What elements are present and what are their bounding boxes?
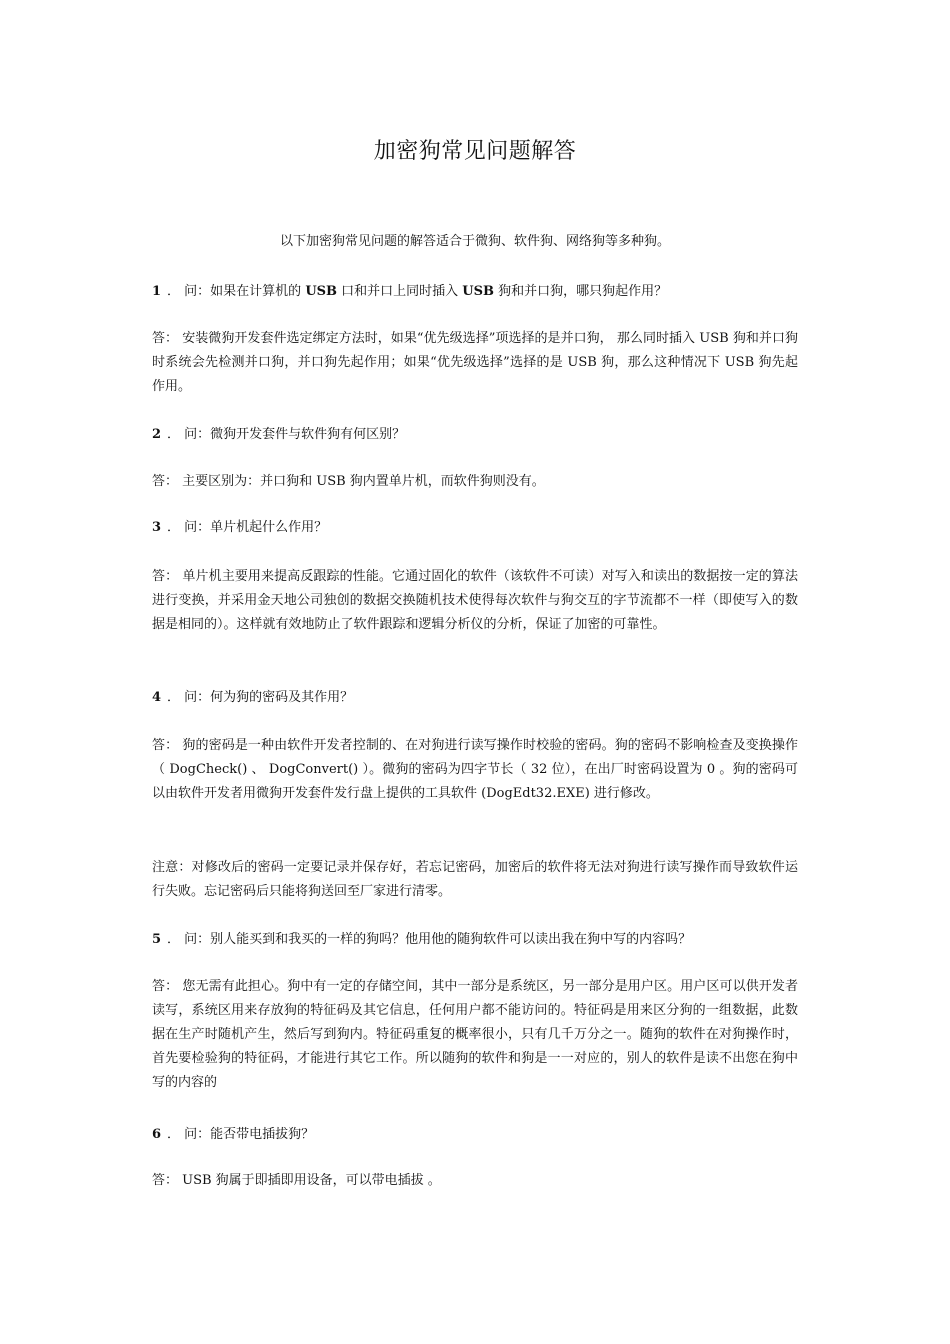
answer-4: 答： 狗的密码是一种由软件开发者控制的、在对狗进行读写操作时校验的密码。狗的密码不影响检查及变换操作（ DogCheck() 、 DogConvert() ）。微狗的密码为四字节长（ 32 位），在出厂时密码设置为 0 。狗的密码可以由软件开发者用微狗开发套件发行盘上提供的工具软件 (DogEdt32.EXE) 进行修改。 (152, 738, 798, 801)
question-1: 1 ． 问：如果在计算机的 USB 口和并口上同时插入 USB 狗和并口狗，哪只狗起作用？ (152, 284, 668, 299)
question-number: 5 (152, 932, 162, 947)
answer-5: 答： 您无需有此担心。狗中有一定的存储空间，其中一部分是系统区，另一部分是用户区。用户区可以供开发者读写，系统区用来存放狗的特征码及其它信息，任何用户都不能访问的。特征码是用来区分狗的一组数据，此数据在生产时随机产生，然后写到狗内。特征码重复的概率很小，只有几千万分之一。随狗的软件在对狗操作时，首先要检验狗的特征码，才能进行其它工作。所以随狗的软件和狗是一一对应的，别人的软件是读不出您在狗中写的内容的 (152, 979, 798, 1090)
question-3: 3 ． 问：单片机起什么作用？ (152, 520, 328, 535)
answer-2: 答： 主要区别为：并口狗和 USB 狗内置单片机，而软件狗则没有。 (152, 474, 545, 489)
question-5: 5 ． 问：别人能买到和我买的一样的狗吗？他用他的随狗软件可以读出我在狗中写的内容吗？ (152, 932, 692, 947)
answer-3: 答： 单片机主要用来提高反跟踪的性能。它通过固化的软件（该软件不可读）对写入和读出的数据按一定的算法进行变换，并采用金天地公司独创的数据交换随机技术使得每次软件与狗交互的字节流都不一样（即使写入的数据是相同的）。这样就有效地防止了软件跟踪和逻辑分析仪的分析，保证了加密的可靠性。 (152, 569, 798, 632)
document-title: 加密狗常见问题解答 (373, 139, 577, 164)
question-4: 4 ． 问：何为狗的密码及其作用？ (152, 690, 354, 705)
question-number: 3 (152, 520, 162, 535)
question-2: 2 ． 问：微狗开发套件与软件狗有何区别？ (152, 427, 406, 442)
question-number: 2 (152, 427, 162, 442)
question-number: 6 (152, 1127, 162, 1142)
question-number: 4 (152, 690, 162, 705)
intro-paragraph: 以下加密狗常见问题的解答适合于微狗、软件狗、网络狗等多种狗。 (279, 234, 670, 249)
question-6: 6 ． 问：能否带电插拔狗？ (152, 1127, 315, 1142)
answer-6: 答： USB 狗属于即插即用设备，可以带电插拔 。 (152, 1173, 441, 1188)
answer-1: 答： 安装微狗开发套件选定绑定方法时，如果“优先级选择”项选择的是并口狗， 那么同时插入 USB 狗和并口狗时系统会先检测并口狗，并口狗先起作用；如果“优先级选择”选择的是 USB 狗，那么这种情况下 USB 狗先起作用。 (152, 331, 798, 394)
question-number: 1 (152, 284, 162, 299)
note-4: 注意：对修改后的密码一定要记录并保存好，若忘记密码，加密后的软件将无法对狗进行读写操作而导致软件运行失败。忘记密码后只能将狗送回至厂家进行清零。 (152, 860, 798, 899)
